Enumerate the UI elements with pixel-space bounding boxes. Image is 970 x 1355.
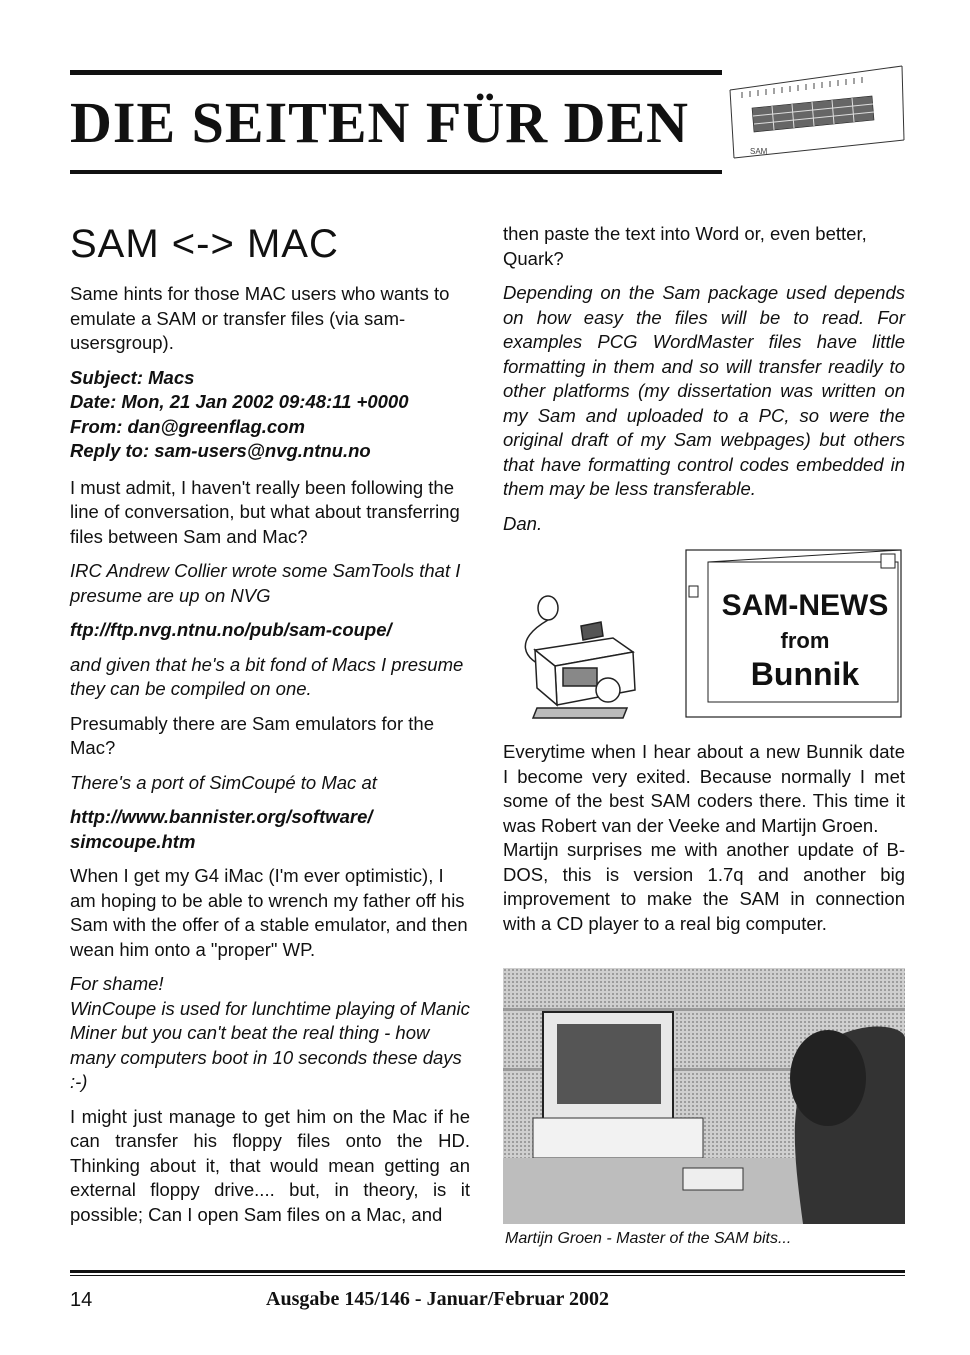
masthead-title: DIE SEITEN FÜR DEN xyxy=(70,90,690,155)
paragraph-emulators: Presumably there are Sam emulators for the Mac? xyxy=(70,712,434,758)
paragraph-g4-imac: When I get my G4 iMac (I'm ever optimistic), I am hoping to be able to wrench my father off his Sam with the offer of a stable emulator, and then wean him onto a "proper" WP. xyxy=(70,865,468,960)
news-paragraph-2: Martijn surprises me with another update of B-DOS, this is version 1.7q and another big improvement to make the SAM in connection with a CD player to a real big computer. xyxy=(503,839,905,934)
left-column xyxy=(70,222,470,1237)
quote-samtools: IRC Andrew Collier wrote some SamTools that I presume are up on NVG xyxy=(70,560,461,606)
quote-macs: and given that he's a bit fond of Macs I presume they can be compiled on one. xyxy=(70,653,464,699)
computer-drawing xyxy=(525,596,635,718)
email-subject: Subject: Macs xyxy=(70,366,195,388)
footer-rule-thick xyxy=(70,1270,905,1273)
photo-martijn-groen xyxy=(503,968,905,1224)
issue-line: Ausgabe 145/146 - Januar/Februar 2002 xyxy=(266,1288,609,1310)
photo-caption: Martijn Groen - Master of the SAM bits... xyxy=(505,1230,792,1247)
email-date: Date: Mon, 21 Jan 2002 09:48:11 +0000 xyxy=(70,391,409,412)
url-ftp-nvg[interactable]: ftp://ftp.nvg.ntnu.no/pub/sam-coupe/ xyxy=(70,619,392,640)
signature-dan: Dan. xyxy=(503,512,543,534)
paragraph-transfer: I must admit, I haven't really been following the line of conversation, but what about transferring files between Sam and Mac? xyxy=(70,476,460,547)
sam-keyboard-illustration xyxy=(722,60,907,178)
paragraph-floppy: I might just manage to get him on the Mac if he can transfer his floppy files onto the HD. Thinking about it, that would mean getting an external floppy drive.... but, in theory, is it possible; Can I open Sam files on a Mac, and xyxy=(70,1105,470,1225)
news-title: SAM-NEWS xyxy=(721,589,889,622)
page-number: 14 xyxy=(70,1289,93,1311)
email-from: From: dan@greenflag.com xyxy=(70,415,305,437)
quote-for-shame: For shame! WinCoupe is used for lunchtime playing of Manic Miner but you can't beat the real thing - how many computers boot in 10 seconds these days :-) xyxy=(70,973,470,1092)
footer-rule-thin xyxy=(70,1275,905,1276)
paragraph-paste: then paste the text into Word or, even better, Quark? xyxy=(503,223,867,269)
news-from: from xyxy=(780,628,830,653)
news-text xyxy=(503,740,905,936)
news-place: Bunnik xyxy=(750,656,860,692)
quote-depending: Depending on the Sam package used depends on how easy the files will be to read. For examples PCG WordMaster files have little formatting in them and so will transfer readily to other platforms (my dissertation was written on my Sam and uploaded to a PC, so were the original draft of my Sam webpages) but others that have formatting control codes embedded in them may be less transferable. xyxy=(503,282,905,499)
article-title: SAM <-> MAC xyxy=(70,222,339,266)
email-reply-to: Reply to: sam-users@nvg.ntnu.no xyxy=(70,440,371,461)
intro-paragraph: Same hints for those MAC users who wants to emulate a SAM or transfer files (via sam-usersgroup). xyxy=(70,283,450,353)
svg-text:SAM: SAM xyxy=(750,147,768,156)
right-column xyxy=(503,222,905,546)
news-paragraph-1: Everytime when I hear about a new Bunnik date I become very exited. Because normally I met some of the best SAM coders there. This time it was Robert van der Veeke and Martijn Groen. xyxy=(503,741,905,836)
url-bannister[interactable]: http://www.bannister.org/software/ simcoupe.htm xyxy=(70,806,373,852)
sam-news-illustration xyxy=(503,540,905,725)
quote-simcoupe: There's a port of SimCoupé to Mac at xyxy=(70,771,377,793)
